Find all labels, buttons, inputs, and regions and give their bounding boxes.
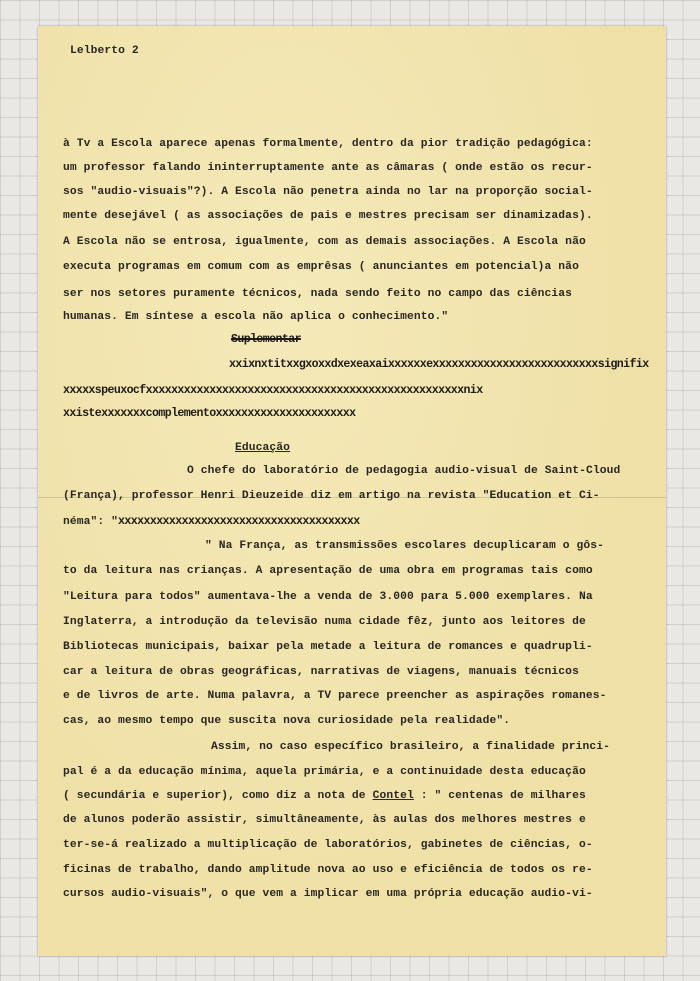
struck-heading: Suplementar	[231, 333, 301, 346]
body-line: ser nos setores puramente técnicos, nada sendo feito no campo das ciências	[63, 288, 573, 300]
page-label: Lelberto 2	[70, 45, 139, 57]
body-line: A Escola não se entrosa, igualmente, com as demais associações. A Escola não	[63, 236, 586, 248]
body-line: sos "audio-visuais"?). A Escola não penetra ainda no lar na proporção social-	[63, 186, 593, 198]
struck-line: xxistexxxxxxxcomplementoxxxxxxxxxxxxxxxxxxxxxx	[63, 407, 356, 420]
body-line: ficinas de trabalho, dando amplitude nova ao uso e eficiência de todos os re-	[63, 864, 593, 876]
quote-line: e de livros de arte. Numa palavra, a TV parece preencher as aspirações romanes-	[63, 690, 607, 702]
quote-line: " Na França, as transmissões escolares decuplicaram o gôs-	[205, 540, 604, 552]
quote-line: cas, ao mesmo tempo que suscita nova curiosidade pela realidade".	[63, 715, 511, 727]
body-line: cursos audio-visuais", o que vem a implicar em uma própria educação audio-vi-	[63, 888, 593, 900]
body-line: executa programas em comum com as emprêsas ( anunciantes em potencial)a não	[63, 261, 579, 273]
body-line: ter-se-á realizado a multiplicação de laboratórios, gabinetes de ciências, o-	[63, 839, 593, 851]
contel-reference: Contel	[372, 790, 414, 802]
intro-text: néma": "	[63, 516, 119, 528]
body-line	[63, 791, 586, 802]
body-line: pal é a da educação mínima, aquela primária, e a continuidade desta educação	[63, 766, 586, 778]
quote-line: Bibliotecas municipais, baixar pela metade a leitura de romances e quadrupli-	[63, 641, 593, 653]
body-line: (França), professor Henri Dieuzeide diz em artigo na revista "Education et Ci-	[63, 490, 600, 502]
quote-line: "Leitura para todos" aumentava-lhe a venda de 3.000 para 5.000 exemplares. Na	[63, 591, 593, 603]
body-line: humanas. Em síntese a escola não aplica o conhecimento."	[63, 311, 449, 323]
body-line: O chefe do laboratório de pedagogia audio-visual de Saint-Cloud	[187, 465, 621, 477]
body-line: de alunos poderão assistir, simultâneamente, às aulas dos melhores mestres e	[63, 814, 586, 826]
section-title: Educação	[235, 442, 291, 454]
body-line: mente desejável ( as associações de pais e mestres precisam ser dinamizadas).	[63, 210, 593, 222]
body-line: um professor falando ininterruptamente ante as câmaras ( onde estão os recur-	[63, 162, 593, 174]
closing-tail: : " centenas de milhares	[413, 790, 586, 802]
body-line: Assim, no caso específico brasileiro, a finalidade princi-	[211, 741, 610, 753]
struck-line: xxixnxtitxxgxoxxdxexeaxaixxxxxxexxxxxxxxxxxxxxxxxxxxxxxxxxsignifix	[229, 358, 649, 371]
body-line	[63, 516, 360, 528]
body-line: à Tv a Escola aparece apenas formalmente, dentro da pior tradição pedagógica:	[63, 138, 593, 150]
struck-line: xxxxxspeuxocfxxxxxxxxxxxxxxxxxxxxxxxxxxxxxxxxxxxxxxxxxxxxxxxxxxnix	[63, 384, 483, 397]
struck-fragment: xxxxxxxxxxxxxxxxxxxxxxxxxxxxxxxxxxxxxx	[118, 515, 360, 528]
quote-line: car a leitura de obras geográficas, narrativas de viagens, manuais técnicos	[63, 666, 579, 678]
quote-line: Inglaterra, a introdução da televisão numa cidade fêz, junto aos leitores de	[63, 616, 586, 628]
closing-text: ( secundária e superior), como diz a nota de	[63, 790, 366, 802]
quote-line: to da leitura nas crianças. A apresentação de uma obra em programas tais como	[63, 565, 593, 577]
